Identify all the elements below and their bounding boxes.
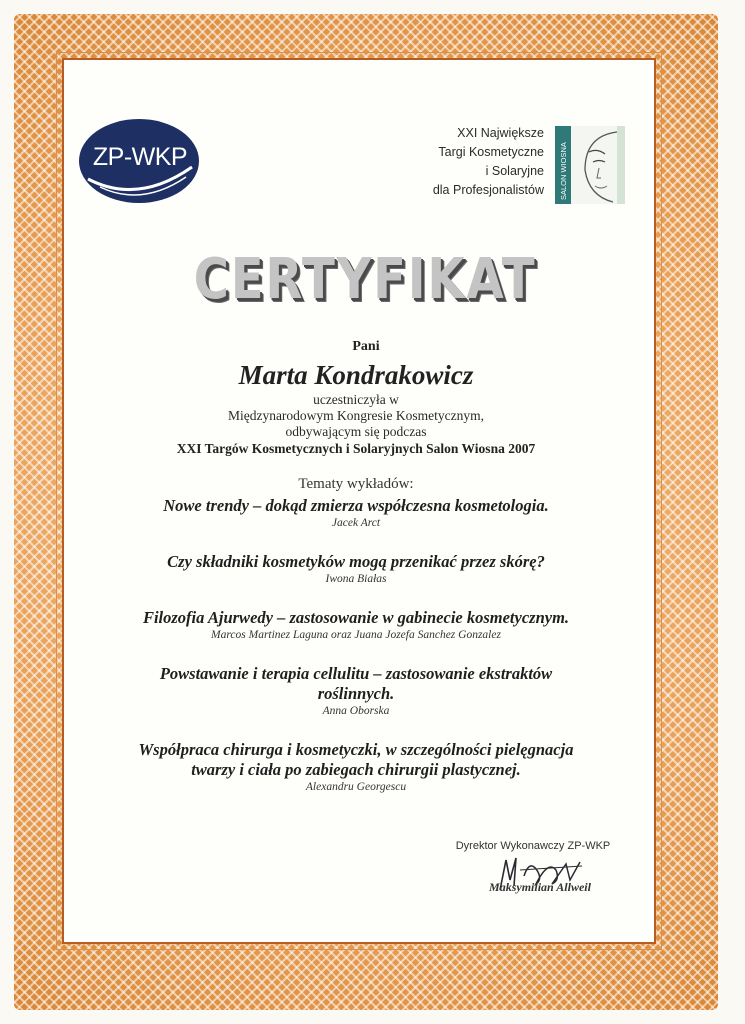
certificate-title: CERTYFIKAT xyxy=(193,247,537,312)
intro-line: odbywającym się podczas xyxy=(285,424,427,439)
lecture-title: Czy składniki kosmetyków mogą przenikać przez skórę? xyxy=(167,552,545,571)
lecture-item xyxy=(86,664,626,719)
participation-text xyxy=(0,392,712,440)
fair-mark-text: SALON WIOSNA xyxy=(559,142,568,200)
lecture-title: roślinnych. xyxy=(317,684,395,703)
signatory-title: Dyrektor Wykonawczy ZP-WKP xyxy=(455,840,611,852)
fair-line: dla Profesjonalistów xyxy=(432,183,544,197)
lecture-author: Alexandru Georgescu xyxy=(305,781,407,793)
fair-line: i Solaryjne xyxy=(485,164,544,178)
event-name: XXI Targów Kosmetycznych i Solaryjnych Salon Wiosna 2007 xyxy=(176,441,536,456)
lecture-author: Iwona Białas xyxy=(325,573,387,585)
fair-line: Targi Kosmetyczne xyxy=(438,145,544,159)
logo-text: ZP-WKP xyxy=(92,143,188,171)
honorific: Pani xyxy=(352,339,380,354)
lecture-item xyxy=(86,740,626,795)
lecture-item xyxy=(86,552,626,587)
recipient-name: Marta Kondrakowicz xyxy=(238,360,474,390)
intro-line: Międzynarodowym Kongresie Kosmetycznym, xyxy=(227,408,485,423)
fair-description xyxy=(408,124,544,200)
lecture-title: Współpraca chirurga i kosmetyczki, w szczególności pielęgnacja xyxy=(138,740,574,759)
lecture-title: twarzy i ciała po zabiegach chirurgii plastycznej. xyxy=(191,760,521,779)
lecture-title: Powstawanie i terapia cellulitu – zastosowanie ekstraktów xyxy=(159,664,553,683)
topics-label: Tematy wykładów: xyxy=(298,476,414,492)
lecture-item xyxy=(86,608,626,643)
salon-wiosna-logo xyxy=(555,126,625,204)
lecture-title: Nowe trendy – dokąd zmierza współczesna kosmetologia. xyxy=(163,496,549,515)
fair-line: XXI Największe xyxy=(457,126,544,140)
intro-line: uczestniczyła w xyxy=(313,392,399,407)
lecture-author: Marcos Martinez Laguna oraz Juana Jozefa Sanchez Gonzalez xyxy=(211,629,501,641)
lecture-author: Jacek Arct xyxy=(331,517,381,529)
lecture-item xyxy=(86,496,626,531)
lecture-author: Anna Oborska xyxy=(322,705,390,717)
lecture-title: Filozofia Ajurwedy – zastosowanie w gabinecie kosmetycznym. xyxy=(142,608,570,627)
signatory-name: Maksymilian Allweil xyxy=(489,880,591,894)
